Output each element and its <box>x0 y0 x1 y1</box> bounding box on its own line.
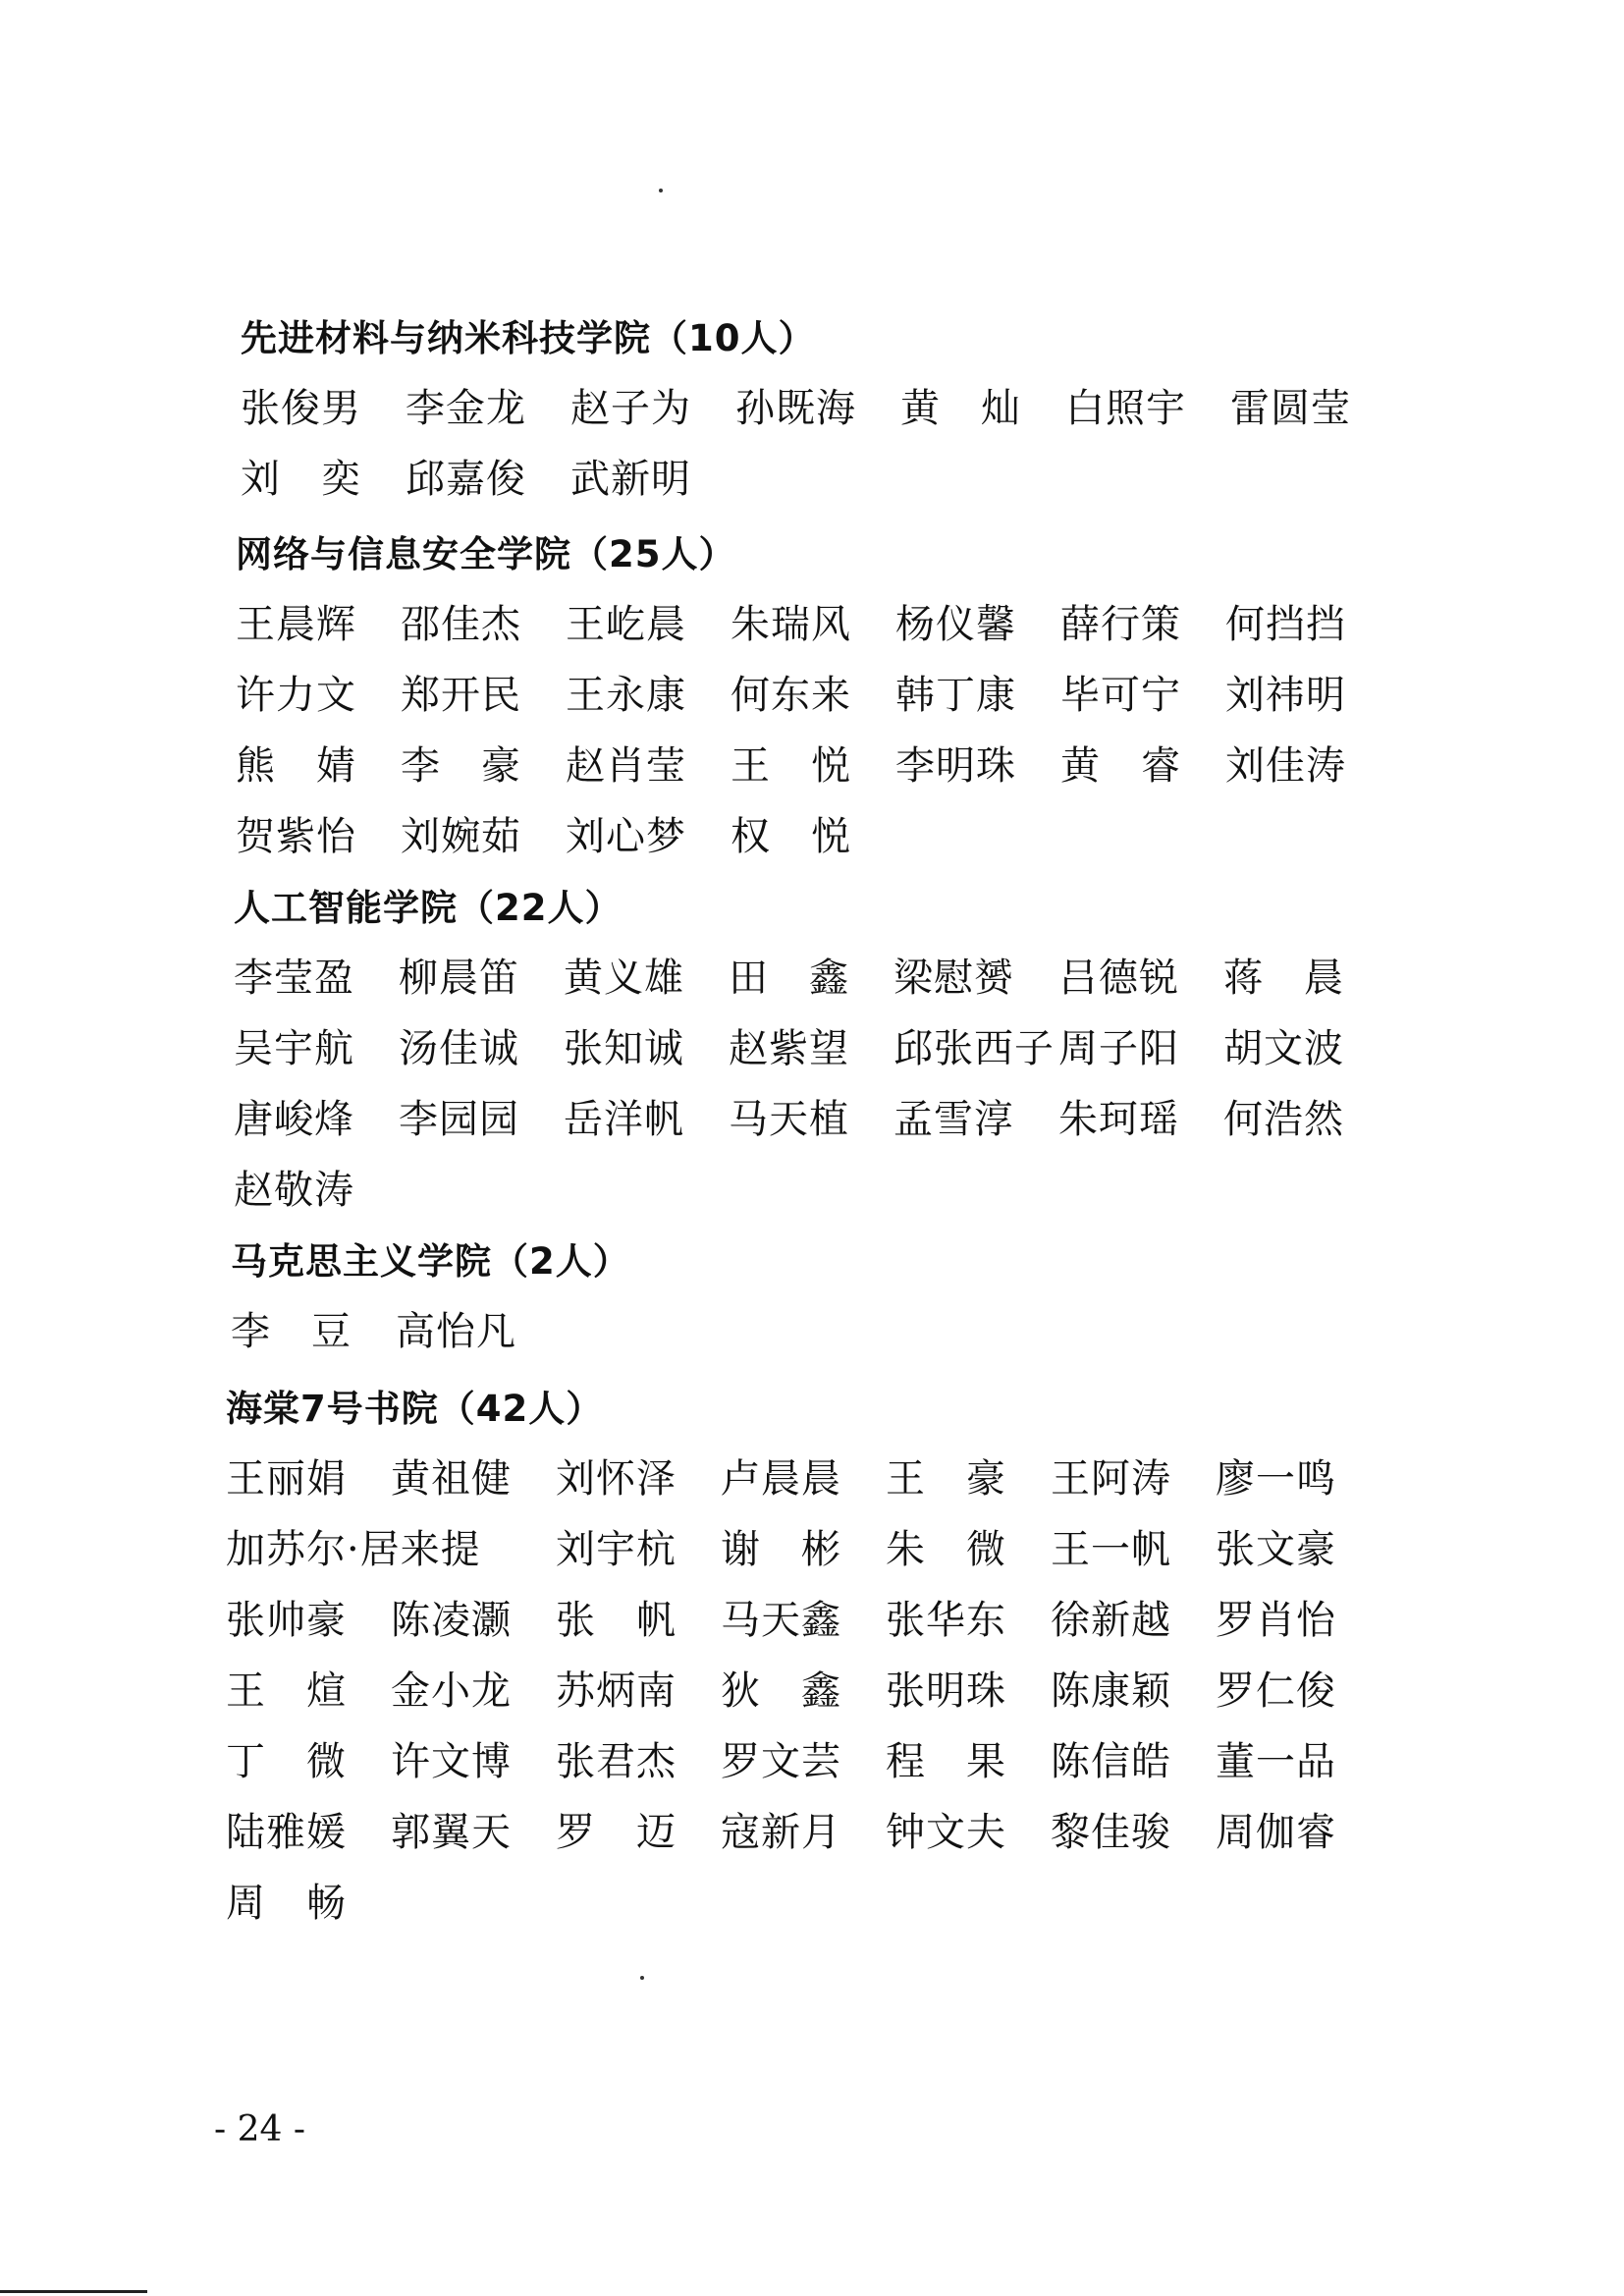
person-name: 陈康颖 <box>1051 1668 1171 1714</box>
person-name: 黄 灿 <box>900 386 1021 431</box>
person-name: 权 悦 <box>731 814 851 859</box>
person-name: 丁 微 <box>226 1739 347 1784</box>
section-heading: 网络与信息安全学院（25人） <box>236 533 736 575</box>
section <box>234 874 1412 1226</box>
person-name: 钟文夫 <box>886 1810 1006 1855</box>
person-name: 邵佳杰 <box>401 602 521 647</box>
person-name: 谢 彬 <box>721 1527 841 1572</box>
person-name: 王丽娟 <box>226 1456 347 1502</box>
name-row <box>241 444 1419 515</box>
name-row <box>234 1084 1412 1155</box>
name-row <box>226 1868 1404 1939</box>
person-name: 王屹晨 <box>566 602 686 647</box>
person-name: 柳晨笛 <box>399 956 519 1001</box>
person-name: 薛行策 <box>1060 602 1181 647</box>
person-name: 王 豪 <box>886 1456 1006 1502</box>
person-name: 邱嘉俊 <box>406 457 526 502</box>
name-row <box>226 1444 1404 1514</box>
section <box>241 304 1419 515</box>
name-row <box>234 1155 1412 1226</box>
section <box>226 1375 1404 1939</box>
person-name: 李明珠 <box>895 743 1016 789</box>
person-name: 赵敬涛 <box>234 1168 354 1213</box>
person-name: 刘 奕 <box>241 457 361 502</box>
person-name: 何挡挡 <box>1225 602 1346 647</box>
person-name: 杨仪馨 <box>895 602 1016 647</box>
person-name: 马天植 <box>729 1097 849 1142</box>
person-name: 白照宇 <box>1065 386 1186 431</box>
person-name: 岳洋帆 <box>564 1097 684 1142</box>
person-name: 王 煊 <box>226 1668 347 1714</box>
name-row <box>226 1797 1404 1868</box>
person-name: 刘婉茹 <box>401 814 521 859</box>
scan-dot-top <box>659 189 663 192</box>
person-name: 张明珠 <box>886 1668 1006 1714</box>
person-name: 刘宇杭 <box>556 1527 677 1572</box>
person-name: 雷圆莹 <box>1230 386 1351 431</box>
person-name: 罗肖怡 <box>1216 1598 1336 1643</box>
person-name: 何东来 <box>731 673 851 718</box>
person-name: 朱珂瑶 <box>1058 1097 1179 1142</box>
person-name: 罗文芸 <box>721 1739 841 1784</box>
person-name: 金小龙 <box>391 1668 512 1714</box>
name-row <box>236 801 1414 872</box>
section-heading: 先进材料与纳米科技学院（10人） <box>241 317 816 359</box>
person-name: 李莹盈 <box>234 956 354 1001</box>
person-name: 李金龙 <box>406 386 526 431</box>
person-name: 李 豪 <box>401 743 521 789</box>
person-name: 陈信皓 <box>1051 1739 1171 1784</box>
person-name: 刘心梦 <box>566 814 686 859</box>
person-name: 陆雅媛 <box>226 1810 347 1855</box>
section-heading: 海棠7号书院（42人） <box>226 1388 604 1430</box>
person-name: 刘祎明 <box>1225 673 1346 718</box>
person-name: 毕可宁 <box>1060 673 1181 718</box>
name-row <box>241 373 1419 444</box>
person-name: 邱张西子 <box>893 1026 1055 1071</box>
person-name: 程 果 <box>886 1739 1006 1784</box>
person-name: 黄祖健 <box>391 1456 512 1502</box>
section-heading: 人工智能学院（22人） <box>234 887 623 929</box>
person-name: 孟雪淳 <box>893 1097 1014 1142</box>
person-name: 王 悦 <box>731 743 851 789</box>
name-row <box>226 1726 1404 1797</box>
person-name: 梁慰赟 <box>893 956 1014 1001</box>
scan-edge-line <box>0 2290 147 2293</box>
person-name: 李园园 <box>399 1097 519 1142</box>
person-name: 王一帆 <box>1051 1527 1171 1572</box>
person-name: 刘佳涛 <box>1225 743 1346 789</box>
person-name: 刘怀泽 <box>556 1456 677 1502</box>
person-name: 周 畅 <box>226 1881 347 1926</box>
person-name: 武新明 <box>570 457 691 502</box>
name-row <box>236 731 1414 801</box>
person-name: 苏炳南 <box>556 1668 677 1714</box>
person-name: 周子阳 <box>1058 1026 1179 1071</box>
person-name: 张华东 <box>886 1598 1006 1643</box>
person-name: 卢晨晨 <box>721 1456 841 1502</box>
name-row <box>226 1656 1404 1726</box>
name-row <box>236 660 1414 731</box>
person-name: 王晨辉 <box>236 602 356 647</box>
person-name: 罗 迈 <box>556 1810 677 1855</box>
person-name: 吴宇航 <box>234 1026 354 1071</box>
person-name: 孙既海 <box>735 386 856 431</box>
name-row <box>231 1296 1409 1367</box>
person-name: 高怡凡 <box>396 1309 516 1354</box>
person-name: 狄 鑫 <box>721 1668 841 1714</box>
person-name: 黄义雄 <box>564 956 684 1001</box>
person-name: 许力文 <box>236 673 356 718</box>
person-name: 吕德锐 <box>1058 956 1179 1001</box>
person-name: 朱瑞风 <box>731 602 851 647</box>
person-name: 王永康 <box>566 673 686 718</box>
person-name: 汤佳诚 <box>399 1026 519 1071</box>
section-heading: 马克思主义学院（2人） <box>231 1240 630 1283</box>
person-name: 董一品 <box>1216 1739 1336 1784</box>
name-row <box>226 1585 1404 1656</box>
section <box>231 1228 1409 1367</box>
section <box>236 520 1414 872</box>
scan-dot-bottom <box>640 1976 644 1980</box>
name-row <box>234 943 1412 1013</box>
person-name: 胡文波 <box>1223 1026 1344 1071</box>
person-name: 郑开民 <box>401 673 521 718</box>
person-name: 唐峻烽 <box>234 1097 354 1142</box>
person-name: 王阿涛 <box>1051 1456 1171 1502</box>
person-name: 蒋 晨 <box>1223 956 1344 1001</box>
person-name: 张俊男 <box>241 386 361 431</box>
person-name: 赵子为 <box>570 386 691 431</box>
person-name: 张知诚 <box>564 1026 684 1071</box>
person-name: 张君杰 <box>556 1739 677 1784</box>
person-name: 贺紫怡 <box>236 814 356 859</box>
person-name: 韩丁康 <box>895 673 1016 718</box>
person-name: 何浩然 <box>1223 1097 1344 1142</box>
person-name: 黎佳骏 <box>1051 1810 1171 1855</box>
person-name: 马天鑫 <box>721 1598 841 1643</box>
name-row <box>234 1013 1412 1084</box>
name-row <box>236 589 1414 660</box>
person-name: 朱 微 <box>886 1527 1006 1572</box>
person-name: 李 豆 <box>231 1309 352 1354</box>
person-name: 郭翼天 <box>391 1810 512 1855</box>
person-name: 寇新月 <box>721 1810 841 1855</box>
person-name: 廖一鸣 <box>1216 1456 1336 1502</box>
person-name: 张文豪 <box>1216 1527 1336 1572</box>
person-name: 许文博 <box>391 1739 512 1784</box>
person-name: 熊 婧 <box>236 743 356 789</box>
person-name: 张帅豪 <box>226 1598 347 1643</box>
person-name: 赵紫望 <box>729 1026 849 1071</box>
person-name: 张 帆 <box>556 1598 677 1643</box>
person-name: 赵肖莹 <box>566 743 686 789</box>
person-name: 田 鑫 <box>729 956 849 1001</box>
person-name: 陈凌灏 <box>391 1598 512 1643</box>
person-name: 黄 睿 <box>1060 743 1181 789</box>
person-name: 周伽睿 <box>1216 1810 1336 1855</box>
person-name: 徐新越 <box>1051 1598 1171 1643</box>
name-row <box>226 1514 1404 1585</box>
person-name: 罗仁俊 <box>1216 1668 1336 1714</box>
person-name: 加苏尔·居来提 <box>226 1527 481 1572</box>
